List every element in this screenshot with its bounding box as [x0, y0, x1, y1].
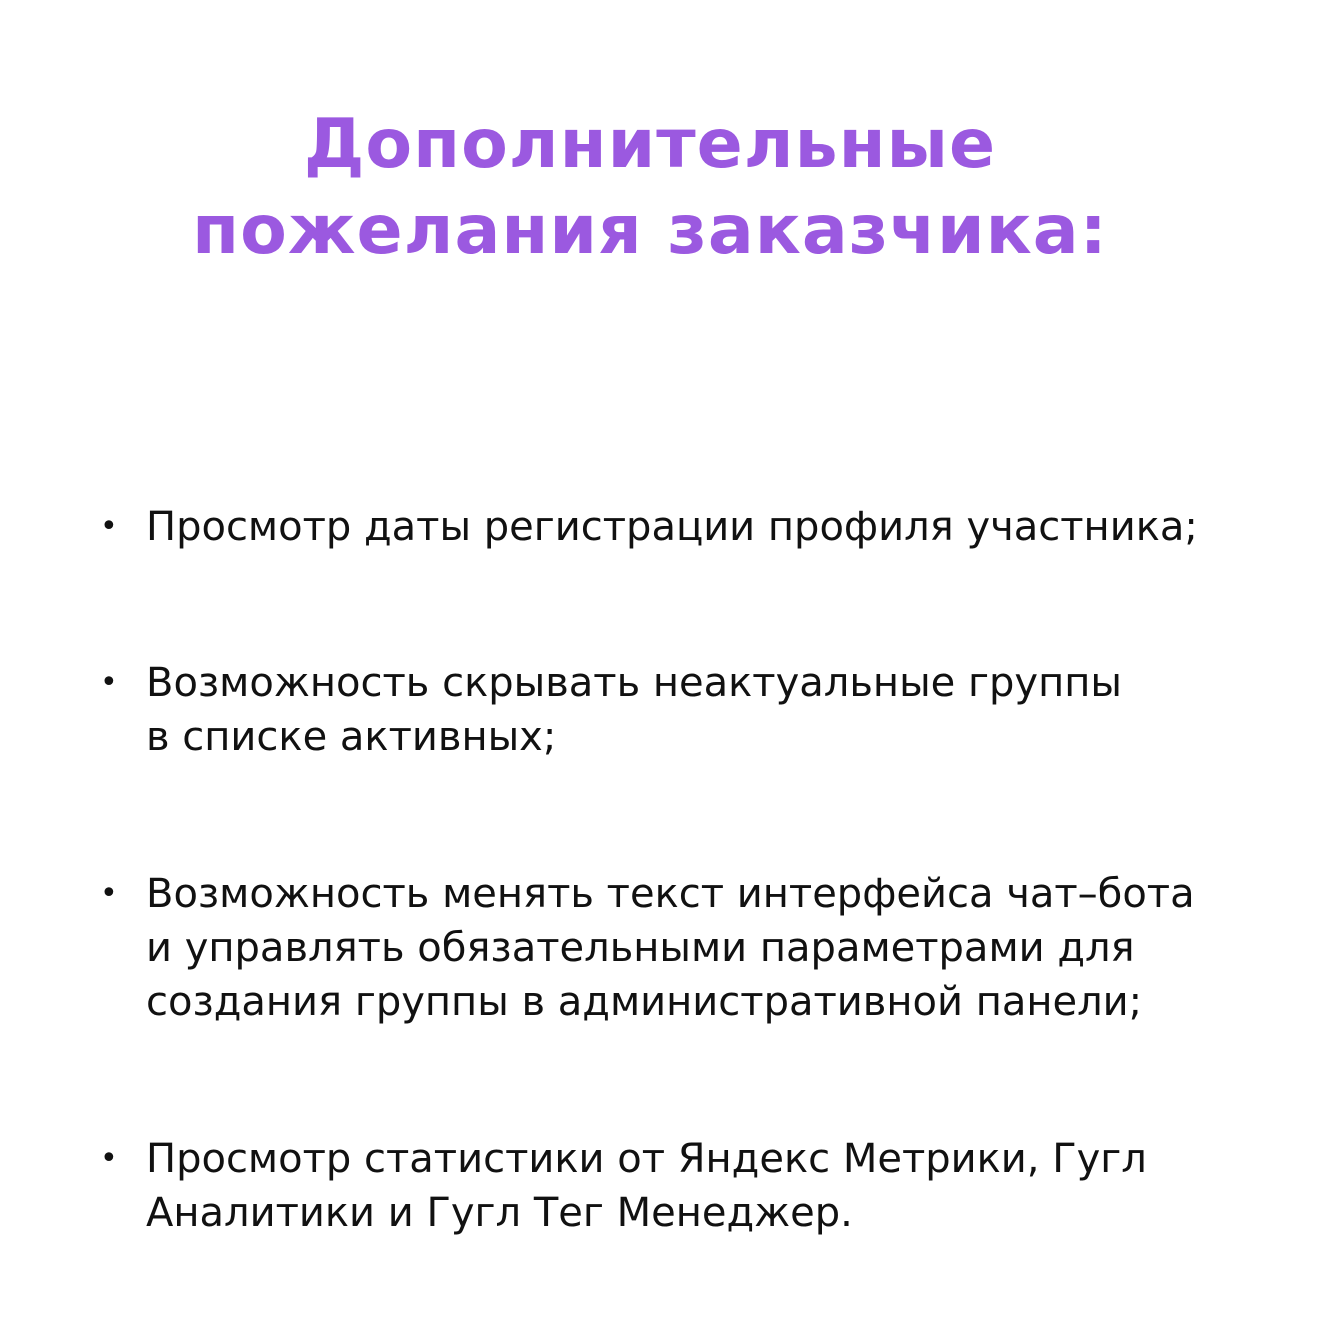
bullet-icon: • [100, 509, 118, 544]
list-item-line: в списке активных; [146, 714, 557, 760]
list-item-text [146, 1132, 1300, 1240]
list-item [100, 656, 1300, 764]
bullet-icon: • [100, 1141, 118, 1176]
page-title [0, 102, 1300, 274]
list-item-line: Аналитики и Гугл Тег Менеджер. [146, 1190, 853, 1236]
title-line-2: пожелания заказчика: [192, 191, 1108, 270]
list-item-text [146, 656, 1300, 764]
list-item-line: Возможность менять текст интерфейса чат–бота [146, 871, 1195, 917]
list-item [100, 1132, 1300, 1240]
list-item [100, 500, 1300, 554]
title-line-1: Дополнительные [303, 105, 997, 184]
list-item [100, 867, 1300, 1029]
list-item-line: Просмотр статистики от Яндекс Метрики, Гугл [146, 1136, 1147, 1182]
list-item-line: создания группы в административной панели; [146, 979, 1143, 1025]
list-item-text [146, 500, 1300, 554]
list-item-line: и управлять обязательными параметрами для [146, 925, 1135, 971]
bullet-icon: • [100, 665, 118, 700]
list-item-line: Возможность скрывать неактуальные группы [146, 660, 1122, 706]
list-item-text [146, 867, 1300, 1029]
bullet-icon: • [100, 876, 118, 911]
list-item-line: Просмотр даты регистрации профиля участника; [146, 504, 1198, 550]
